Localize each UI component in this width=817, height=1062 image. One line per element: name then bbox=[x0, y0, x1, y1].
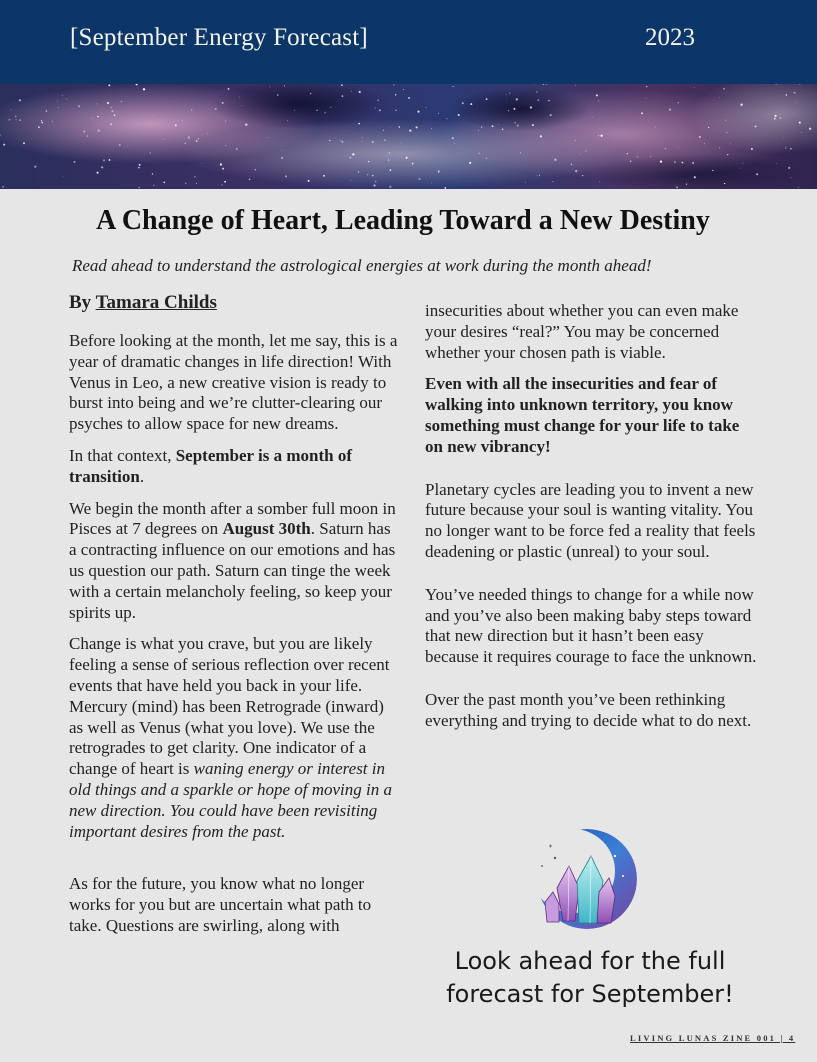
star bbox=[571, 164, 572, 165]
star bbox=[403, 89, 404, 90]
change-text: Change is what you crave, but you are likely feeling a sense of serious reflection over recent events that have held you back in your life. Mercury (mind) has been Retrograde (inward) as well as Venus (what you love). We use the retrogrades to get clarity. One indicator of a change of heart is bbox=[69, 634, 390, 779]
star bbox=[225, 120, 226, 121]
star bbox=[352, 153, 354, 155]
star bbox=[225, 145, 226, 146]
star bbox=[143, 88, 145, 90]
author-link[interactable]: Tamara Childs bbox=[95, 292, 217, 313]
star bbox=[665, 148, 667, 150]
star bbox=[786, 94, 787, 95]
star bbox=[509, 92, 510, 93]
star bbox=[516, 98, 518, 100]
star bbox=[399, 126, 400, 127]
star bbox=[548, 100, 550, 102]
star bbox=[107, 102, 109, 104]
star bbox=[790, 148, 791, 149]
star bbox=[800, 84, 801, 85]
star bbox=[330, 107, 331, 108]
star bbox=[453, 86, 454, 87]
star bbox=[359, 91, 361, 93]
star bbox=[342, 95, 344, 97]
star bbox=[506, 99, 507, 100]
star bbox=[96, 103, 97, 104]
star bbox=[655, 127, 656, 128]
star bbox=[3, 144, 5, 146]
star bbox=[323, 175, 325, 177]
star bbox=[575, 140, 576, 141]
star bbox=[150, 152, 151, 153]
star bbox=[97, 116, 98, 117]
full-moon-end: . Saturn has a contracting influence on our emotions and has us question our path. Saturn can tinge the week with a certain melancholy feeling, so keep your spirits up. bbox=[69, 519, 396, 622]
star bbox=[438, 170, 440, 172]
star bbox=[598, 135, 599, 136]
star bbox=[11, 109, 12, 110]
star bbox=[426, 107, 427, 108]
star bbox=[58, 107, 59, 108]
star bbox=[325, 114, 326, 115]
star bbox=[254, 169, 255, 170]
star bbox=[202, 134, 203, 135]
star bbox=[268, 137, 269, 138]
star bbox=[139, 187, 140, 188]
star bbox=[372, 175, 374, 177]
star bbox=[41, 120, 42, 121]
star bbox=[351, 91, 352, 92]
star bbox=[418, 178, 420, 180]
star bbox=[637, 156, 638, 157]
star bbox=[458, 114, 460, 116]
star bbox=[220, 163, 222, 165]
star bbox=[599, 181, 600, 182]
star bbox=[101, 166, 103, 168]
star bbox=[395, 110, 396, 111]
star bbox=[784, 138, 785, 139]
star bbox=[388, 160, 389, 161]
star bbox=[389, 186, 391, 188]
star bbox=[506, 94, 507, 95]
star bbox=[796, 102, 797, 103]
star bbox=[727, 154, 728, 155]
star bbox=[740, 168, 741, 169]
star bbox=[228, 88, 230, 90]
star bbox=[285, 175, 287, 177]
star bbox=[406, 157, 408, 159]
star bbox=[517, 125, 519, 127]
paragraph-change bbox=[69, 634, 399, 842]
star bbox=[481, 127, 482, 128]
paragraph-baby-steps: You’ve needed things to change for a while now and you’ve also been making baby steps toward that new direction but it hasn’t been easy because it requires courage to face the unknown. bbox=[425, 584, 757, 667]
star bbox=[98, 129, 100, 131]
star bbox=[678, 147, 679, 148]
header-year: 2023 bbox=[645, 24, 695, 51]
star bbox=[19, 119, 21, 121]
star bbox=[377, 100, 378, 101]
star bbox=[486, 98, 488, 100]
star bbox=[502, 129, 503, 130]
paragraph-intro: Before looking at the month, let me say, this is a year of dramatic changes in life direction! With Venus in Leo, a new creative vision is ready to burst into being and we’re clutter-clearing our psyches to allow space for new dreams. bbox=[69, 331, 398, 434]
star bbox=[383, 130, 384, 131]
star bbox=[508, 110, 509, 111]
star bbox=[329, 140, 330, 141]
star bbox=[754, 125, 756, 127]
star bbox=[780, 117, 781, 118]
star bbox=[799, 122, 801, 124]
star bbox=[412, 163, 414, 165]
star bbox=[236, 148, 238, 150]
star bbox=[724, 183, 725, 184]
star bbox=[452, 137, 454, 139]
star bbox=[350, 180, 351, 181]
paragraph-insecurities: insecurities about whether you can even make your desires “real?” You may be concerned whether your chosen path is viable. bbox=[425, 301, 739, 362]
star bbox=[645, 98, 646, 99]
star bbox=[42, 122, 43, 123]
star bbox=[794, 114, 795, 115]
star bbox=[119, 144, 121, 146]
star bbox=[438, 113, 439, 114]
star bbox=[196, 183, 197, 184]
subtitle: Read ahead to understand the astrological energies at work during the month ahead! bbox=[72, 256, 652, 275]
star bbox=[431, 128, 432, 129]
star bbox=[520, 152, 521, 153]
star bbox=[379, 109, 381, 111]
star bbox=[340, 140, 341, 141]
star bbox=[660, 160, 662, 162]
star bbox=[373, 184, 375, 186]
star bbox=[498, 124, 499, 125]
star bbox=[774, 118, 776, 120]
star bbox=[194, 176, 195, 177]
star bbox=[97, 172, 99, 174]
star bbox=[630, 160, 632, 162]
star bbox=[598, 100, 599, 101]
star bbox=[358, 171, 359, 172]
star bbox=[536, 91, 538, 93]
star bbox=[52, 121, 53, 122]
star bbox=[676, 186, 678, 188]
star bbox=[152, 173, 154, 175]
star bbox=[182, 120, 183, 121]
star bbox=[73, 161, 75, 163]
star bbox=[46, 110, 48, 112]
star bbox=[742, 163, 743, 164]
crystal-moon-icon bbox=[535, 826, 639, 932]
star bbox=[553, 181, 554, 182]
star bbox=[694, 87, 695, 88]
star bbox=[114, 114, 116, 116]
star bbox=[730, 143, 731, 144]
star bbox=[83, 131, 85, 133]
star bbox=[390, 169, 392, 171]
star bbox=[446, 118, 447, 119]
star bbox=[389, 152, 391, 154]
star bbox=[215, 108, 217, 110]
footer-page-label: LIVING LUNAS ZINE 001 | 4 bbox=[630, 1033, 796, 1043]
paragraph-rethinking: Over the past month you’ve been rethinking everything and trying to decide what to do next. bbox=[425, 689, 752, 730]
star bbox=[294, 110, 295, 111]
star bbox=[310, 93, 312, 95]
star bbox=[582, 175, 583, 176]
star bbox=[372, 141, 374, 143]
star bbox=[756, 173, 758, 175]
star bbox=[532, 124, 534, 126]
star bbox=[207, 133, 208, 134]
star bbox=[726, 132, 727, 133]
star bbox=[109, 159, 111, 161]
star bbox=[400, 143, 401, 144]
star bbox=[384, 139, 386, 141]
star bbox=[277, 94, 279, 96]
star bbox=[790, 177, 791, 178]
star bbox=[575, 170, 577, 172]
star bbox=[492, 125, 494, 127]
star bbox=[540, 135, 542, 137]
star bbox=[66, 99, 67, 100]
star bbox=[550, 114, 552, 116]
star bbox=[809, 128, 811, 130]
star bbox=[444, 187, 446, 189]
right-column bbox=[425, 301, 760, 732]
star bbox=[342, 141, 344, 143]
star bbox=[341, 84, 343, 86]
star bbox=[368, 161, 369, 162]
star bbox=[478, 130, 479, 131]
star bbox=[678, 102, 679, 103]
star bbox=[57, 101, 58, 102]
star bbox=[408, 97, 410, 99]
star bbox=[454, 143, 455, 144]
full-moon-text: We begin the month after a somber full moon in Pisces at 7 degrees on bbox=[69, 498, 396, 539]
star bbox=[537, 99, 539, 101]
star bbox=[646, 86, 647, 87]
paragraph-planetary: Planetary cycles are leading you to invent a new future because your soul is wanting vitality. You no longer want to be force fed a reality that feels deadening or plastic (unreal) to your soul. bbox=[425, 479, 756, 561]
star bbox=[539, 175, 540, 176]
star bbox=[534, 84, 535, 85]
star bbox=[197, 138, 199, 140]
star bbox=[163, 139, 164, 140]
star bbox=[470, 103, 472, 105]
star bbox=[121, 101, 122, 102]
star bbox=[417, 111, 419, 113]
star bbox=[78, 105, 80, 107]
star bbox=[390, 127, 391, 128]
star bbox=[324, 112, 326, 114]
star bbox=[19, 99, 21, 101]
star bbox=[431, 183, 432, 184]
cta-line-1: Look ahead for the full bbox=[454, 947, 726, 975]
star bbox=[478, 153, 479, 154]
star bbox=[641, 112, 643, 114]
star bbox=[196, 140, 198, 142]
star bbox=[284, 85, 285, 86]
byline-prefix: By bbox=[69, 292, 92, 313]
star bbox=[349, 157, 351, 159]
headline: A Change of Heart, Leading Toward a New Destiny bbox=[96, 205, 710, 236]
star bbox=[785, 147, 786, 148]
star bbox=[221, 184, 222, 185]
star bbox=[137, 88, 138, 89]
star bbox=[9, 119, 11, 121]
star bbox=[469, 162, 471, 164]
star bbox=[308, 180, 310, 182]
star bbox=[596, 94, 598, 96]
star bbox=[525, 182, 526, 183]
star bbox=[110, 107, 111, 108]
star bbox=[375, 108, 376, 109]
star bbox=[681, 162, 683, 164]
star bbox=[793, 92, 795, 94]
cta-line-2: forecast for September! bbox=[446, 980, 734, 1008]
context-text: In that context, bbox=[69, 445, 172, 465]
star bbox=[270, 87, 271, 88]
star bbox=[358, 123, 360, 125]
star bbox=[15, 116, 17, 118]
star bbox=[188, 136, 190, 138]
star bbox=[224, 181, 226, 183]
star bbox=[592, 117, 593, 118]
star bbox=[222, 168, 224, 170]
star bbox=[87, 135, 88, 136]
star bbox=[63, 176, 64, 177]
star bbox=[2, 186, 4, 188]
star bbox=[788, 167, 790, 169]
star bbox=[153, 185, 154, 186]
star bbox=[798, 187, 799, 188]
star bbox=[686, 184, 687, 185]
star bbox=[139, 164, 141, 166]
star bbox=[585, 151, 586, 152]
star bbox=[92, 118, 93, 119]
star bbox=[138, 167, 140, 169]
star bbox=[719, 147, 720, 148]
star bbox=[393, 85, 394, 86]
star bbox=[127, 146, 128, 147]
star bbox=[184, 143, 186, 145]
star bbox=[600, 135, 602, 137]
star bbox=[287, 120, 288, 121]
star bbox=[281, 157, 283, 159]
star bbox=[694, 176, 696, 178]
call-to-action bbox=[440, 945, 740, 1011]
star bbox=[530, 106, 532, 108]
paragraph-context bbox=[69, 446, 399, 488]
star bbox=[62, 95, 63, 96]
star bbox=[16, 119, 17, 120]
star bbox=[367, 174, 368, 175]
star bbox=[317, 110, 318, 111]
context-end: . bbox=[139, 466, 145, 486]
star bbox=[513, 108, 515, 110]
star bbox=[362, 137, 363, 138]
star bbox=[774, 115, 776, 117]
header-title: [September Energy Forecast] bbox=[70, 24, 368, 51]
paragraph-future: As for the future, you know what no longer works for you but are uncertain what path to take. Questions are swirling, along with bbox=[69, 874, 372, 935]
star bbox=[708, 127, 709, 128]
star bbox=[692, 162, 694, 164]
star bbox=[486, 157, 488, 159]
change-italic: waning energy or interest in old things and a sparkle or hope of moving in a new direction. You could have been revisiting important desires from the past. bbox=[69, 759, 392, 841]
star bbox=[537, 175, 538, 176]
star bbox=[175, 124, 177, 126]
star bbox=[409, 130, 411, 132]
star bbox=[362, 141, 363, 142]
star bbox=[580, 154, 581, 155]
star bbox=[674, 161, 676, 163]
full-moon-date: August 30th bbox=[222, 519, 311, 539]
star bbox=[201, 163, 202, 164]
star bbox=[575, 85, 576, 86]
star bbox=[38, 126, 40, 128]
star bbox=[103, 159, 105, 161]
star bbox=[416, 126, 418, 128]
star bbox=[375, 181, 377, 183]
star bbox=[163, 182, 165, 184]
star bbox=[712, 170, 713, 171]
star bbox=[282, 150, 283, 151]
star bbox=[740, 104, 742, 106]
star bbox=[438, 172, 439, 173]
star bbox=[704, 143, 705, 144]
header-bar bbox=[0, 0, 817, 84]
star bbox=[725, 120, 726, 121]
context-bold: September is a month of transition bbox=[69, 445, 352, 486]
star bbox=[245, 123, 247, 125]
star bbox=[515, 122, 516, 123]
paragraph-full-moon bbox=[69, 499, 399, 624]
star bbox=[191, 109, 192, 110]
star bbox=[34, 166, 36, 168]
star bbox=[185, 183, 186, 184]
star bbox=[723, 88, 725, 90]
star bbox=[669, 108, 671, 110]
star bbox=[239, 97, 240, 98]
star bbox=[395, 94, 396, 95]
star bbox=[222, 102, 224, 104]
star bbox=[776, 163, 777, 164]
star bbox=[23, 142, 25, 144]
star bbox=[110, 123, 112, 125]
star bbox=[218, 184, 219, 185]
star bbox=[751, 148, 753, 150]
star bbox=[241, 105, 242, 106]
byline bbox=[69, 291, 399, 315]
star bbox=[152, 116, 153, 117]
galaxy-banner bbox=[0, 84, 817, 189]
star bbox=[462, 102, 464, 104]
star bbox=[801, 132, 802, 133]
star bbox=[650, 156, 651, 157]
star bbox=[699, 136, 701, 138]
star bbox=[554, 159, 556, 161]
star bbox=[719, 97, 720, 98]
star bbox=[108, 84, 110, 86]
star bbox=[111, 110, 113, 112]
paragraph-bold-statement: Even with all the insecurities and fear of walking into unknown territory, you know something must change for your life to take on new vibrancy! bbox=[425, 374, 740, 456]
star bbox=[627, 153, 629, 155]
star bbox=[249, 178, 251, 180]
left-column bbox=[69, 291, 399, 937]
